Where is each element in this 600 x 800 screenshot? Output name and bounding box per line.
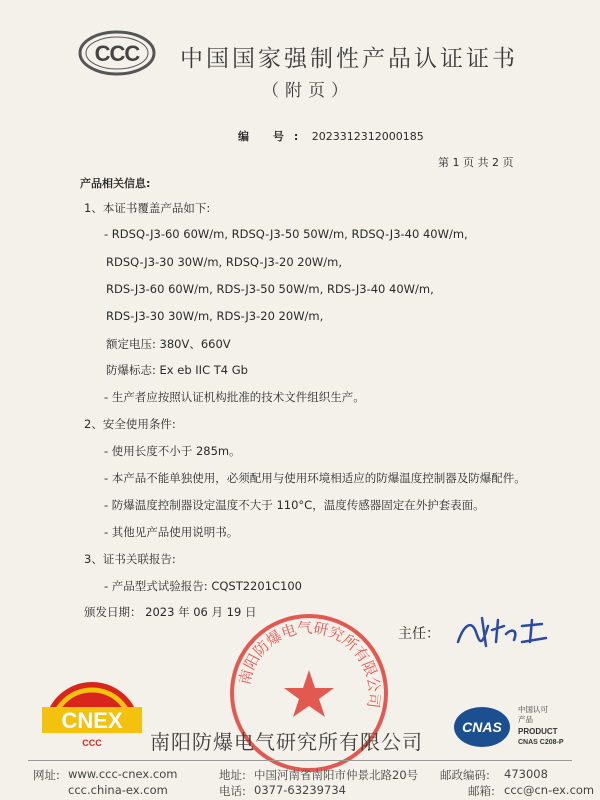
rated-voltage: 额定电压: 380V、660V bbox=[106, 337, 231, 351]
certificate-subtitle: （附页） bbox=[262, 81, 354, 101]
footer-web-label: 网址: bbox=[33, 768, 60, 782]
report-line: - 产品型式试验报告: CQST2201C100 bbox=[104, 579, 302, 593]
footer-tel-label: 电话: bbox=[219, 784, 246, 798]
seal-star-icon bbox=[284, 670, 334, 717]
seal-text: 南阳防爆电气研究所有限公司 bbox=[235, 618, 384, 710]
ccc-logo-icon bbox=[78, 30, 156, 76]
director-label: 主任： bbox=[398, 626, 440, 642]
footer-divider bbox=[28, 760, 572, 761]
certificate-title: 中国国家强制性产品认证证书 bbox=[180, 46, 518, 72]
cnex-logo-subtext: CCC bbox=[82, 738, 102, 748]
certificate-number-label: 编 号: bbox=[238, 130, 309, 143]
footer-zip-label: 邮政编码: bbox=[440, 768, 490, 782]
cnex-logo-icon bbox=[38, 682, 146, 752]
item-heading-2: 2、安全使用条件: bbox=[84, 417, 176, 431]
footer-zip: 473008 bbox=[504, 767, 548, 781]
cnex-logo-text: CNEX bbox=[61, 708, 123, 733]
section-title: 产品相关信息: bbox=[80, 177, 151, 190]
footer-tel: 0377-63239734 bbox=[254, 783, 346, 797]
footer-web-2[interactable]: ccc.china-ex.com bbox=[68, 783, 168, 797]
product-line: RDS-J3-30 30W/m, RDS-J3-20 20W/m, bbox=[106, 309, 324, 323]
institute-name: 南阳防爆电气研究所有限公司 bbox=[150, 730, 423, 754]
ccc-logo-text: CCC bbox=[94, 41, 140, 66]
issue-date: 颁发日期： 2023 年 06 月 19 日 bbox=[84, 605, 257, 619]
footer-email[interactable]: ccc@cn-ex.com bbox=[504, 783, 595, 797]
cnas-product-text: PRODUCT bbox=[518, 727, 558, 736]
footer-addr-label: 地址: bbox=[219, 768, 246, 782]
cnas-top-text: 中国认可 bbox=[518, 705, 548, 714]
certificate-number: 2023312312000185 bbox=[311, 130, 424, 143]
safety-condition: - 本产品不能单独使用，必须配用与使用环境相适应的防爆温度控制器及防爆配件。 bbox=[104, 471, 526, 485]
footer-email-label: 邮箱: bbox=[468, 784, 495, 798]
footer-address: 中国河南省南阳市仲景北路20号 bbox=[254, 768, 419, 782]
explosion-mark: 防爆标志: Ex eb IIC T4 Gb bbox=[106, 363, 248, 377]
safety-condition: - 使用长度不小于 285m。 bbox=[104, 444, 241, 458]
cnas-logo-text: CNAS bbox=[462, 719, 502, 735]
footer-web-1[interactable]: www.ccc-cnex.com bbox=[68, 767, 178, 781]
cnas-logo-icon bbox=[452, 700, 572, 752]
item-heading-3: 3、证书关联报告: bbox=[84, 552, 176, 566]
item-heading-1: 1、本证书覆盖产品如下: bbox=[84, 201, 211, 215]
cnas-code-text: CNAS C208-P bbox=[518, 739, 564, 746]
cnas-top-text-2: 产品 bbox=[518, 715, 533, 724]
signature-icon bbox=[452, 612, 552, 652]
production-note: - 生产者应按照认证机构批准的技术文件组织生产。 bbox=[104, 390, 365, 404]
product-line: RDSQ-J3-30 30W/m, RDSQ-J3-20 20W/m, bbox=[106, 255, 343, 269]
product-line: - RDSQ-J3-60 60W/m, RDSQ-J3-50 50W/m, RDSQ-J3-40 40W/m, bbox=[104, 227, 468, 241]
page-info: 第 1 页 共 2 页 bbox=[438, 156, 514, 169]
product-line: RDS-J3-60 60W/m, RDS-J3-50 50W/m, RDS-J3-40 40W/m, bbox=[106, 282, 434, 296]
safety-condition: - 其他见产品使用说明书。 bbox=[104, 525, 239, 539]
safety-condition: - 防爆温度控制器设定温度不大于 110°C，温度传感器固定在外护套表面。 bbox=[104, 498, 485, 512]
certificate-number-line bbox=[238, 128, 424, 144]
